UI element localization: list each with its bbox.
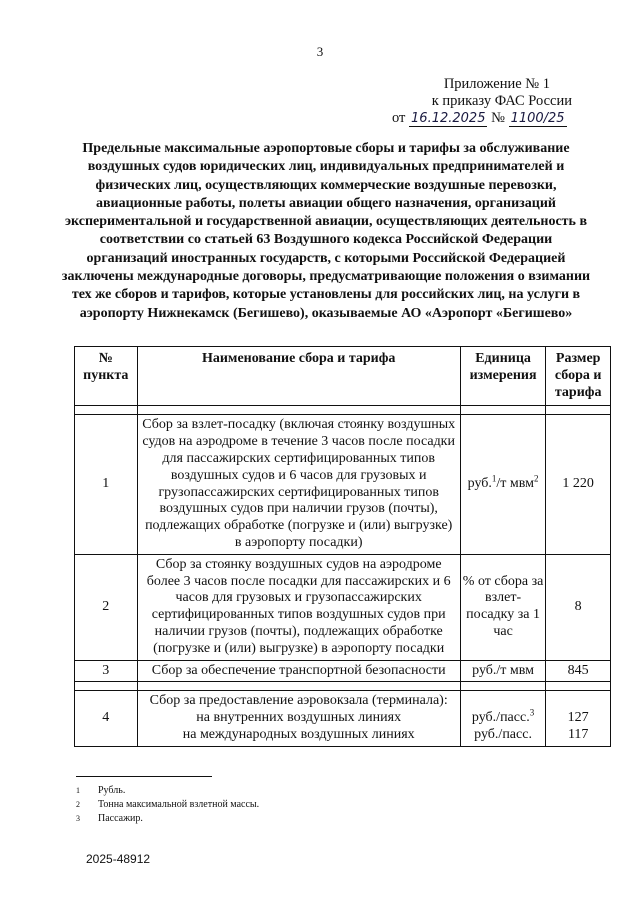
fee-amount: 1 220 xyxy=(546,415,611,554)
fee-subitem: на внутренних воздушных линиях xyxy=(196,710,402,726)
fee-unit: руб./пасс. xyxy=(474,726,532,742)
table-header-row xyxy=(75,347,611,406)
fee-amount-group xyxy=(546,691,611,746)
appendix-title: Приложение № 1 xyxy=(443,76,550,92)
header-fee-name: Наименование сбора и тарифа xyxy=(137,347,460,406)
fee-name: Сбор за предоставление аэровокзала (терминала): xyxy=(149,693,448,709)
fee-amount: 117 xyxy=(567,726,589,742)
header-unit: Единица измерения xyxy=(460,347,546,406)
order-number: 1100/25 xyxy=(510,111,565,126)
fee-amount: 8 xyxy=(546,554,611,660)
row-number: 1 xyxy=(75,415,138,554)
table-row xyxy=(75,554,611,660)
row-number: 3 xyxy=(75,660,138,682)
table-spacer xyxy=(75,406,611,415)
fee-subitem: на международных воздушных линиях xyxy=(182,726,415,742)
fee-unit: руб./т мвм xyxy=(460,660,546,682)
order-date: 16.12.2025 xyxy=(411,111,486,126)
footnote-ref: 1 xyxy=(491,473,497,484)
footnote-text: Пассажир. xyxy=(98,813,143,824)
footnote-mark: 3 xyxy=(76,814,80,823)
row-number: 2 xyxy=(75,554,138,660)
from-label: от xyxy=(392,110,406,126)
footnote-mark: 1 xyxy=(76,786,80,795)
footnote xyxy=(76,798,259,812)
fee-amount: 845 xyxy=(546,660,611,682)
footnote-text: Тонна максимальной взлетной массы. xyxy=(98,799,260,810)
unit-text: руб./пасс. xyxy=(471,710,530,726)
footnote-ref: 2 xyxy=(534,473,539,484)
table-spacer xyxy=(75,682,611,691)
fee-name-group xyxy=(137,691,460,746)
header-item-number: № пункта xyxy=(75,347,138,406)
table-row xyxy=(75,691,611,746)
unit-text: /т мвм xyxy=(496,476,534,492)
fee-unit xyxy=(463,707,544,727)
registration-number: 2025-48912 xyxy=(86,852,151,866)
fee-unit: % от сбора за взлет-посадку за 1 час xyxy=(460,554,546,660)
footnote-mark: 2 xyxy=(76,800,80,809)
fees-table xyxy=(74,346,611,747)
fee-name: Сбор за стоянку воздушных судов на аэродроме более 3 часов после посадки для пассажирских и 6 часов для грузовых и грузопассажирских сертифицированных типов воздушных судов при наличии грузов (почты), подлежащих обработке (погрузке и (или) выгрузке) в аэропорту посадки xyxy=(137,554,460,660)
fee-name: Сбор за обеспечение транспортной безопасности xyxy=(137,660,460,682)
document-title: Предельные максимальные аэропортовые сборы и тарифы за обслуживание воздушных судов юридических лиц, индивидуальных предпринимателей и физических лиц, осуществляющих коммерческие воздушные перевозки, авиационные работы, полеты авиации общего назначения, организаций экспериментальной и государственной авиации, осуществляющих деятельность в соответствии со статьей 63 Воздушного кодекса Российской Федерации организаций иностранных государств, с которыми Российской Федерацией заключены международные договоры, предусматривающие положения о взимании тех же сборов и тарифов, которые установлены для российских лиц, на услуги в аэропорту Нижнекамск (Бегишево), оказываемые АО «Аэропорт «Бегишево» xyxy=(61,141,591,321)
fee-name: Сбор за взлет-посадку (включая стоянку воздушных судов на аэродроме в течение 3 часов после посадки для пассажирских сертифицированных типов воздушных судов и 6 часов для грузовых и грузопассажирских сертифицированных типов воздушных судов при наличии грузов (почты), подлежащих обработке (погрузке и (или) выгрузке) в аэропорту посадки) xyxy=(137,415,460,554)
footnote-text: Рубль. xyxy=(98,785,126,796)
footnote xyxy=(76,812,259,826)
fee-amount: 127 xyxy=(567,710,589,726)
header-amount: Размер сбора и тарифа xyxy=(546,347,611,406)
footnote-divider xyxy=(76,776,212,777)
appendix-date-line xyxy=(392,110,602,127)
appendix-order-ref: к приказу ФАС России xyxy=(431,93,572,109)
page-number: 3 xyxy=(316,44,324,59)
footnote-ref: 3 xyxy=(529,707,535,718)
appendix-header xyxy=(392,76,602,127)
fee-unit xyxy=(460,415,546,554)
fee-unit-group xyxy=(460,691,546,746)
number-label: № xyxy=(491,110,505,126)
table-row xyxy=(75,660,611,682)
footnote xyxy=(76,784,259,798)
table-row xyxy=(75,415,611,554)
footnotes xyxy=(76,784,259,826)
row-number: 4 xyxy=(75,691,138,746)
unit-text: руб. xyxy=(467,476,492,492)
